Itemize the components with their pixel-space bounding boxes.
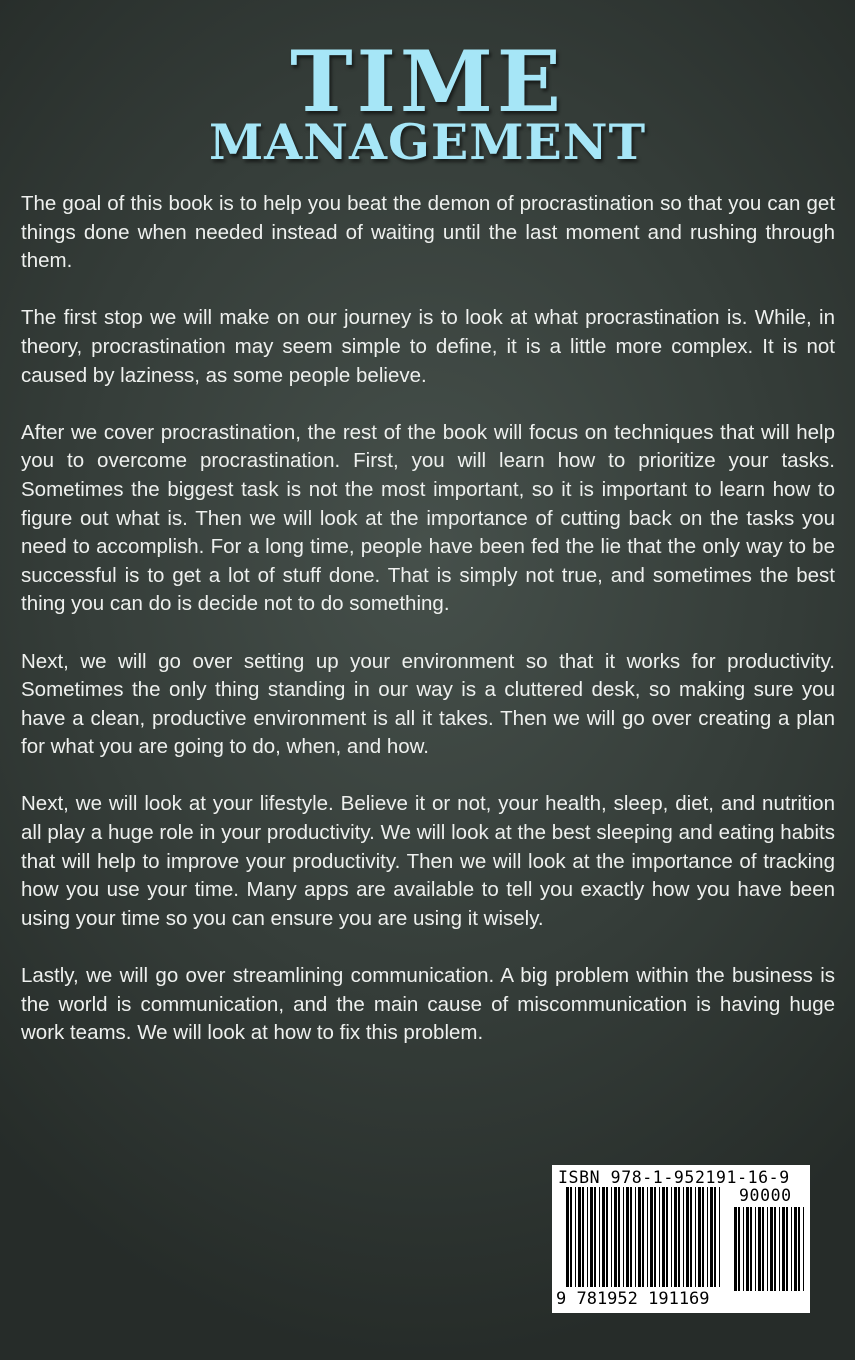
cover-title-line1: TIME: [290, 32, 565, 131]
barcode-bar: [750, 1207, 752, 1291]
barcode-bar: [647, 1187, 648, 1287]
barcode-bar: [582, 1187, 584, 1287]
barcode-bar: [767, 1207, 768, 1291]
barcode-bar: [714, 1187, 716, 1287]
barcode-bar: [590, 1187, 593, 1287]
barcode-bar: [566, 1187, 569, 1287]
barcode-bar: [734, 1207, 737, 1291]
description-paragraph: After we cover procrastination, the rest of the book will focus on techniques that will help you to overcome procrastination. First, you will learn how to prioritize your tasks. Sometimes the biggest task is not the most important, so it is important to learn how to figure out what is. Then we will look at the importance of cutting back on the tasks you need to accomplish. For a long time, people have been fed the lie that the only way to be successful is to get a lot of stuff done. That is simply not true, and sometimes the best thing you can do is decide not to do something.: [21, 420, 835, 616]
barcode-bar: [635, 1187, 636, 1287]
barcode-bar: [798, 1207, 800, 1291]
barcode-bar: [758, 1207, 761, 1291]
barcode-bar: [587, 1187, 588, 1287]
barcode-bar: [690, 1187, 692, 1287]
description-paragraph: Lastly, we will go over streamlining communication. A big problem within the business is the world is communication, and the main cause of miscommunication is having huge work teams. We will look at how to fix this problem.: [21, 964, 835, 1045]
barcode-bar: [623, 1187, 624, 1287]
barcode-bar: [642, 1187, 644, 1287]
barcode-bar: [654, 1187, 656, 1287]
barcode-bar: [794, 1207, 797, 1291]
barcode-bar: [762, 1207, 764, 1291]
barcode-bar: [659, 1187, 660, 1287]
barcode-bar: [678, 1187, 680, 1287]
barcode-bar: [674, 1187, 677, 1287]
description-paragraph: The goal of this book is to help you beat the demon of procrastination so that you can get things done when needed instead of waiting until the last moment and rushing through them.: [21, 192, 835, 273]
barcode-bar: [683, 1187, 684, 1287]
barcode-bar: [698, 1187, 701, 1287]
barcode-bar: [774, 1207, 776, 1291]
barcode-bar: [746, 1207, 749, 1291]
description-paragraph: The first stop we will make on our journey is to look at what procrastination is. While, in theory, procrastination may seem simple to define, it is a little more complex. It is not caused by laziness, as some people believe.: [21, 306, 835, 387]
barcode-bar: [803, 1207, 804, 1291]
barcode-bar: [695, 1187, 696, 1287]
cover-title-line2: MANAGEMENT: [208, 113, 647, 171]
barcode-bar: [570, 1187, 572, 1287]
barcode-bar: [602, 1187, 605, 1287]
price-code: 90000: [739, 1186, 792, 1205]
barcode-bar: [626, 1187, 629, 1287]
barcode-bar: [650, 1187, 653, 1287]
barcode-bar: [743, 1207, 744, 1291]
barcode-bar: [606, 1187, 608, 1287]
barcode-bar: [575, 1187, 576, 1287]
barcode-bar: [710, 1187, 713, 1287]
barcode-bar: [618, 1187, 620, 1287]
description-paragraph: Next, we will go over setting up your environment so that it works for productivity. Sometimes the only thing standing in our way is a cluttered desk, so making sure you have a clean, productive environment is all it takes. Then we will go over creating a plan for what you are going to do, when, and how.: [21, 649, 835, 759]
barcode-bar: [779, 1207, 780, 1291]
barcode-bar: [611, 1187, 612, 1287]
barcode-bar: [686, 1187, 689, 1287]
barcode-bar: [666, 1187, 668, 1287]
barcode-bar: [707, 1187, 708, 1287]
barcode-bar: [791, 1207, 792, 1291]
barcode-bar: [782, 1207, 785, 1291]
barcode-bar: [702, 1187, 704, 1287]
barcode-bar: [738, 1207, 740, 1291]
barcode-bar: [719, 1187, 720, 1287]
barcode-bar: [638, 1187, 641, 1287]
barcode-bar: [770, 1207, 773, 1291]
barcode-bar: [630, 1187, 632, 1287]
barcode-bar: [599, 1187, 600, 1287]
description-paragraph: Next, we will look at your lifestyle. Believe it or not, your health, sleep, diet, and nutrition all play a huge role in your productivity. We will look at the best sleeping and eating habits that will help to improve your productivity. Then we will look at the importance of tracking how you use your time. Many apps are available to tell you exactly how you have been using your time so you can ensure you are using it wisely.: [21, 792, 835, 930]
barcode-bar: [786, 1207, 788, 1291]
barcode-bar: [662, 1187, 665, 1287]
barcode-bar: [755, 1207, 756, 1291]
barcode-bar: [594, 1187, 596, 1287]
isbn-barcode: [552, 1165, 810, 1313]
ean-digits: 9 781952 191169: [556, 1289, 710, 1309]
barcode-bar: [578, 1187, 581, 1287]
isbn-number: ISBN 978-1-952191-16-9: [558, 1168, 790, 1187]
barcode-bar: [614, 1187, 617, 1287]
description-block: [21, 190, 835, 1076]
barcode-bar: [671, 1187, 672, 1287]
